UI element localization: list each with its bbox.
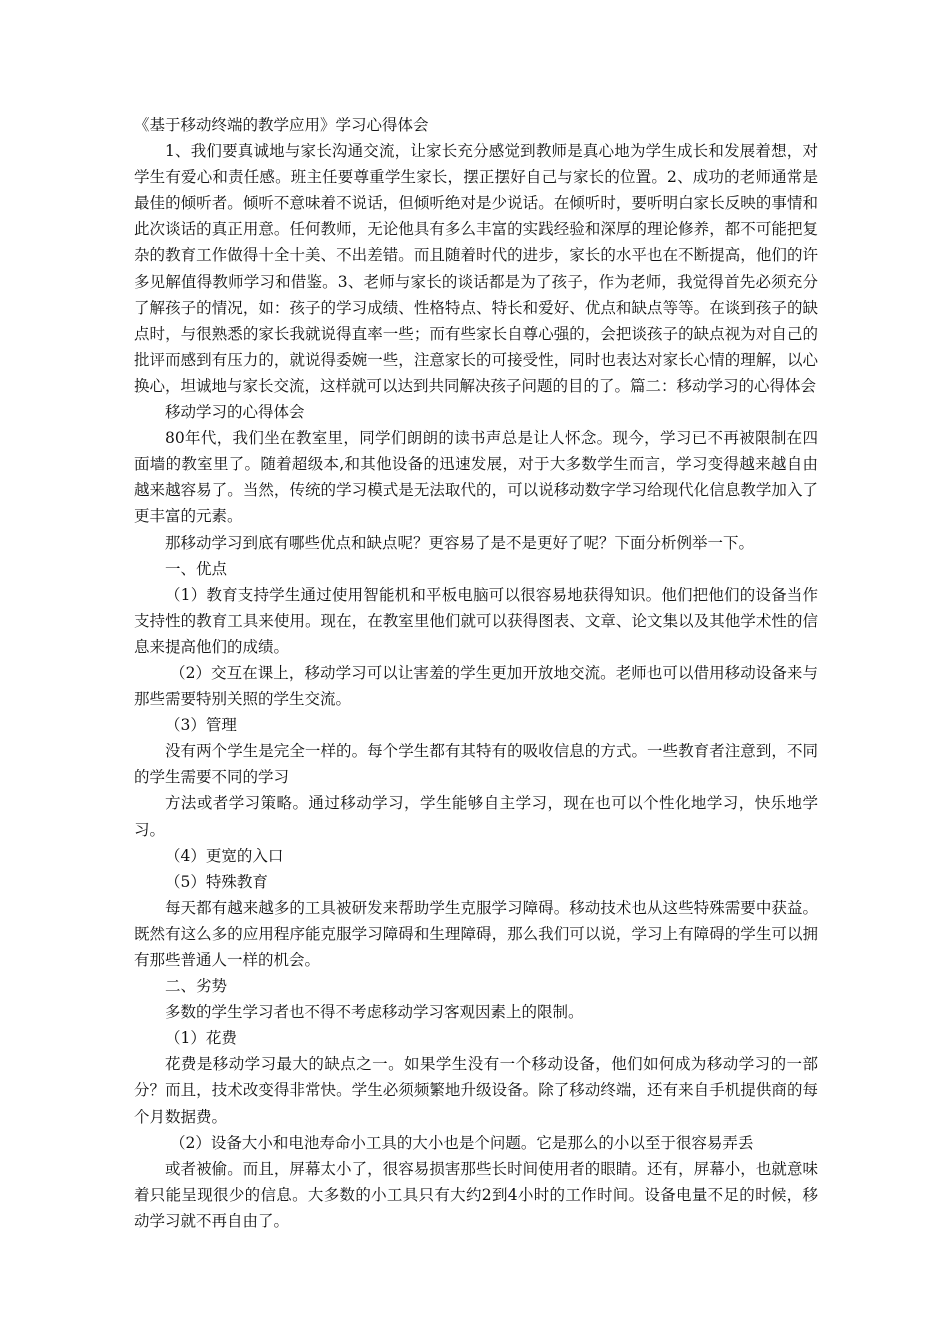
section-heading: 一、优点: [165, 559, 228, 578]
list-item: （1）教育支持学生通过使用智能机和平板电脑可以很容易地获得知识。他们把他们的设备当作支持性的教育工具来使用。现在，在教室里他们就可以获得图表、文章、论文集以及其他学术性的信息来提高他们的成绩。: [134, 585, 818, 656]
document-title: 《基于移动终端的教学应用》学习心得体会: [134, 116, 429, 134]
paragraph: 没有两个学生是完全一样的。每个学生都有其特有的吸收信息的方式。一些教育者注意到，不同的学生需要不同的学习: [134, 742, 818, 787]
section-heading: 二、劣势: [165, 977, 228, 996]
paragraph: 多数的学生学习者也不得不考虑移动学习客观因素上的限制。: [165, 1003, 584, 1022]
paragraph: 花费是移动学习最大的缺点之一。如果学生没有一个移动设备，他们如何成为移动学习的一部分？而且，技术改变得非常快。学生必须频繁地升级设备。除了移动终端，还有来自手机提供商的每个月数据费。: [134, 1055, 818, 1126]
list-item: （2）设备大小和电池寿命小工具的大小也是个问题。它是那么的小以至于很容易弄丢: [170, 1133, 754, 1152]
paragraph: 80年代，我们坐在教室里，同学们朗朗的读书声总是让人怀念。现今，学习已不再被限制在四面墙的教室里了。随着超级本,和其他设备的迅速发展，对于大多数学生而言，学习变得越来越自由越来越容易了。当然，传统的学习模式是无法取代的，可以说移动数字学习给现代化信息教学加入了更丰富的元素。: [134, 429, 818, 526]
list-item: （2）交互在课上，移动学习可以让害羞的学生更加开放地交流。老师也可以借用移动设备来与那些需要特别关照的学生交流。: [134, 663, 818, 709]
paragraph: 那移动学习到底有哪些优点和缺点呢？更容易了是不是更好了呢？下面分析例举一下。: [165, 533, 755, 552]
paragraph: 方法或者学习策略。通过移动学习，学生能够自主学习，现在也可以个性化地学习，快乐地学习。: [134, 794, 818, 839]
paragraph: 或者被偷。而且，屏幕太小了，很容易损害那些长时间使用者的眼睛。还有，屏幕小，也就意味着只能呈现很少的信息。大多数的小工具只有大约2到4小时的工作时间。设备电量不足的时候，移动学习就不再自由了。: [134, 1159, 818, 1230]
list-item: （5）特殊教育: [165, 872, 268, 891]
list-item: （3）管理: [165, 716, 237, 735]
paragraph: 1、我们要真诚地与家长沟通交流，让家长充分感觉到教师是真心地为学生成长和发展着想，对学生有爱心和责任感。班主任要尊重学生家长，摆正摆好自己与家长的位置。2、成功的老师通常是最佳的倾听者。倾听不意味着不说话，但倾听绝对是少说话。在倾听时，要听明白家长反映的事情和此次谈话的真正用意。任何教师，无论他具有多么丰富的实践经验和深厚的理论修养，都不可能把复杂的教育工作做得十全十美、不出差错。而且随着时代的进步，家长的水平也在不断提高，他们的许多见解值得教师学习和借鉴。3、老师与家长的谈话都是为了孩子，作为老师，我觉得首先必须充分了解孩子的情况，如：孩子的学习成绩、性格特点、特长和爱好、优点和缺点等等。在谈到孩子的缺点时，与很熟悉的家长我就说得直率一些；而有些家长自尊心强的，会把谈孩子的缺点视为对自己的批评而感到有压力的，就说得委婉一些，注意家长的可接受性，同时也表达对家长心情的理解，以心换心，坦诚地与家长交流，这样就可以达到共同解决孩子问题的目的了。篇二：移动学习的心得体会: [134, 142, 818, 395]
document-body: [134, 112, 818, 1234]
list-item: （1）花费: [165, 1029, 237, 1048]
list-item: （4）更宽的入口: [165, 846, 284, 865]
paragraph: 每天都有越来越多的工具被研发来帮助学生克服学习障碍。移动技术也从这些特殊需要中获益。既然有这么多的应用程序能克服学习障碍和生理障碍，那么我们可以说，学习上有障碍的学生可以拥有那些普通人一样的机会。: [134, 898, 818, 969]
section-heading: 移动学习的心得体会: [165, 403, 305, 422]
